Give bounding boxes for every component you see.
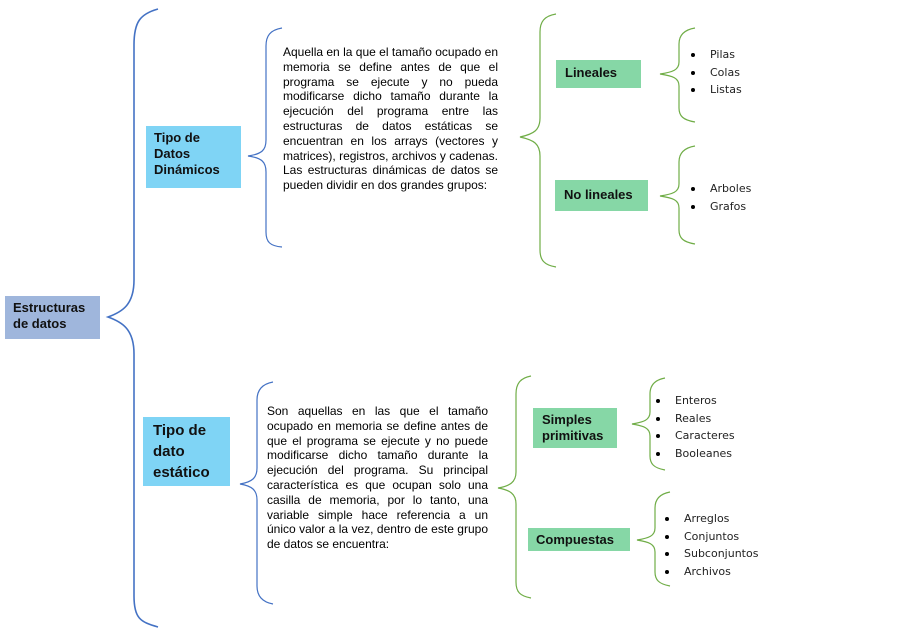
list-item: Grafos: [688, 198, 751, 216]
list-item: Enteros: [653, 392, 735, 410]
dynamic-type-node: Tipo de Datos Dinámicos: [146, 126, 241, 188]
list-item: Pilas: [688, 46, 742, 64]
simples-primitivas-node: Simples primitivas: [533, 408, 617, 448]
dynamic-brace: [248, 28, 282, 247]
list-item: Booleanes: [653, 445, 735, 463]
list-item: Reales: [653, 410, 735, 428]
list-item: Archivos: [662, 563, 758, 581]
list-item: Listas: [688, 81, 742, 99]
compuestas-node: Compuestas: [528, 528, 630, 551]
list-item: Conjuntos: [662, 528, 758, 546]
static-description: Son aquellas en las que el tamaño ocupado en memoria se define antes de que el programa se ejecute y no puede modificarse dicho tamaño durante la ejecución del programa. Su principal característica es que ocupan solo una casilla de memoria, por lo tanto, una variable simple hace referencia a un único valor a la vez, dentro de este grupo de datos se encuentra:: [267, 404, 488, 552]
static-type-node: Tipo de dato estático: [143, 417, 230, 486]
list-item: Caracteres: [653, 427, 735, 445]
static-groups-brace: [498, 376, 531, 598]
list-item: Arreglos: [662, 510, 758, 528]
compuestas-list: [662, 510, 758, 580]
dynamic-groups-brace: [520, 14, 556, 267]
list-item: Subconjuntos: [662, 545, 758, 563]
dynamic-description: Aquella en la que el tamaño ocupado en memoria se define antes de que el programa se ejecute y no pueda modificarse dicho tamaño durante la ejecución del programa entre las estructuras de datos estáticas se encuentran en los arrays (vectores y matrices), registros, archivos y cadenas. Las estructuras dinámicas de datos se pueden dividir en dos grandes grupos:: [283, 45, 498, 193]
no-lineales-list: [688, 180, 751, 215]
list-item: Arboles: [688, 180, 751, 198]
list-item: Colas: [688, 64, 742, 82]
lineales-list: [688, 46, 742, 99]
simples-list: [653, 392, 735, 462]
root-brace: [108, 9, 158, 627]
no-lineales-node: No lineales: [555, 180, 648, 211]
lineales-node: Lineales: [556, 60, 641, 88]
root-node: Estructuras de datos: [5, 296, 100, 339]
